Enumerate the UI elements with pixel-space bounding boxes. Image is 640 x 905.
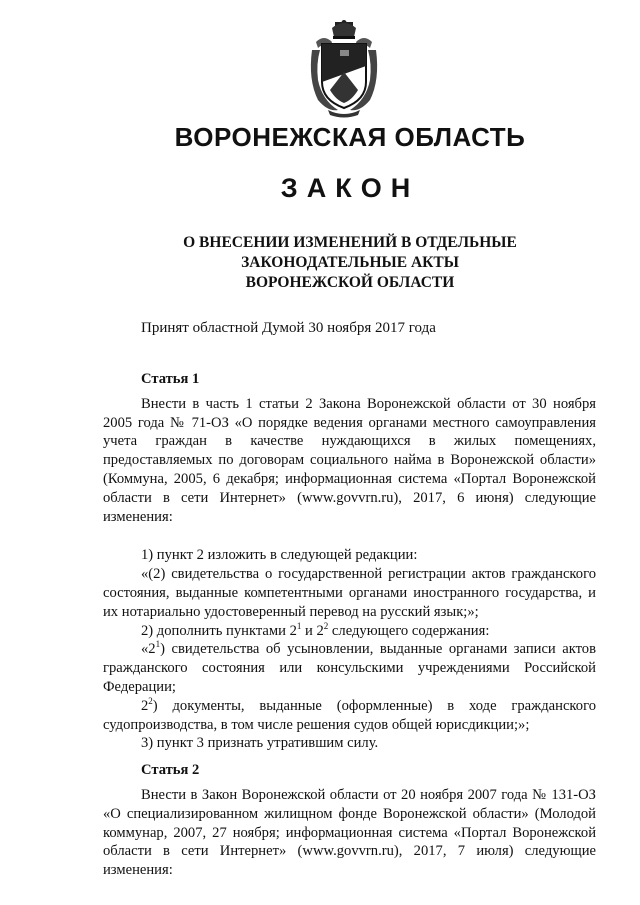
adoption-date: Принят областной Думой 30 ноября 2017 года (141, 320, 436, 336)
law-title-line: ВОРОНЕЖСКОЙ ОБЛАСТИ (245, 274, 455, 291)
article-1-point-2-2: $2^2$) документы, выданные (оформленные) в ходе гражданского судопроизводства, в том числе решения судов общей юрисдикции;»; (103, 695, 596, 733)
article-1-item-2: 2) дополнить пунктами $2^1$ и $2^2$ следующего содержания: (141, 620, 490, 639)
region-name: ВОРОНЕЖСКАЯ ОБЛАСТЬ (174, 122, 526, 152)
document-body (103, 370, 596, 880)
article-2-text: Внести в Закон Воронежской области от 20 ноября 2007 года № 131-ОЗ «О специализированном жилищном фонде Воронежской области» (Молодой коммунар, 2007, 27 ноября; информационная система «Портал Воронежской области в сети Интернет» (www.govvrn.ru), 2017, 7 июля) следующие изменения: (103, 786, 596, 879)
document-type: ЗАКОН (280, 173, 420, 203)
article-1-item-1-text: «(2) свидетельства о государственной регистрации актов гражданского состояния, выданные компетентными органами иностранного государства, и их нотариально удостоверенный перевод на русский язык;»; (103, 566, 596, 620)
law-title (160, 233, 540, 293)
law-title-line: ЗАКОНОДАТЕЛЬНЫЕ АКТЫ (241, 254, 459, 271)
article-1-heading: Статья 1 (141, 371, 200, 387)
coat-of-arms-emblem (308, 20, 380, 118)
article-1-item-3: 3) пункт 3 признать утратившим силу. (141, 735, 379, 752)
article-1-point-2-1: «$2^1$) свидетельства об усыновлении, выданные органами записи актов гражданского состояния или консульскими учреждениями Российской Федерации; (103, 639, 596, 695)
article-1-item-1: 1) пункт 2 изложить в следующей редакции: (141, 547, 418, 564)
article-2-heading: Статья 2 (141, 762, 200, 779)
article-1-intro: Внести в часть 1 статьи 2 Закона Воронежской области от 30 ноября 2005 года № 71-ОЗ «О порядке ведения органами местного самоуправления учета граждан в качестве нуждающихся в жилых помещениях, предоставляемых по договорам социального найма в Воронежской области» (Коммуна, 2005, 6 декабря; информационная система «Портал Воронежской области в сети Интернет» (www.govvrn.ru), 2017, 6 июня) следующие изменения: (103, 395, 596, 525)
law-title-line: О ВНЕСЕНИИ ИЗМЕНЕНИЙ В ОТДЕЛЬНЫЕ (183, 234, 517, 251)
